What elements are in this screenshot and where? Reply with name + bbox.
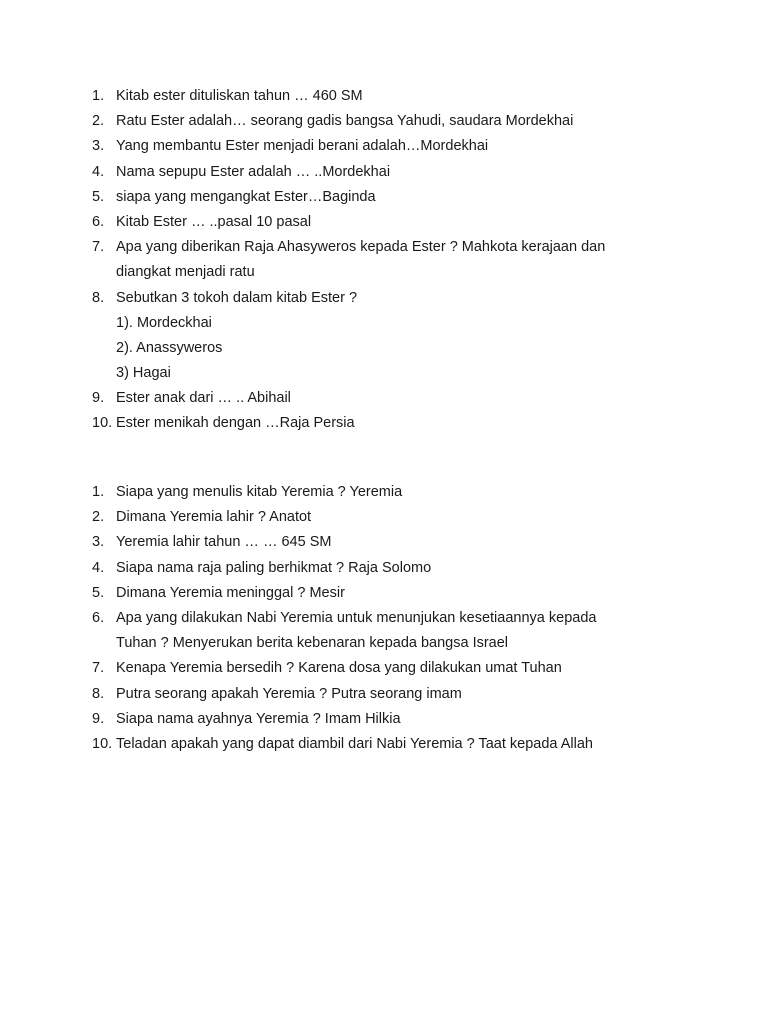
sub-list-item xyxy=(0,336,768,361)
item-text: 2). Anassyweros xyxy=(116,339,223,356)
item-text: Siapa nama ayahnya Yeremia ? Imam Hilkia xyxy=(116,710,401,727)
item-number: 3. xyxy=(92,534,105,551)
list-item-continuation xyxy=(0,260,768,285)
item-text: Sebutkan 3 tokoh dalam kitab Ester ? xyxy=(116,289,358,306)
list-item xyxy=(0,606,768,631)
list-item xyxy=(0,480,768,505)
list-item xyxy=(0,530,768,555)
list-item xyxy=(0,109,768,134)
item-text: Siapa nama raja paling berhikmat ? Raja Solomo xyxy=(116,559,432,576)
list-item xyxy=(0,707,768,732)
item-text: Yeremia lahir tahun … … 645 SM xyxy=(116,534,332,551)
item-number: 2. xyxy=(92,113,105,130)
list-item xyxy=(0,682,768,707)
item-number: 2. xyxy=(92,509,105,526)
list-item xyxy=(0,581,768,606)
list-item xyxy=(0,505,768,530)
item-text: Kitab ester dituliskan tahun … 460 SM xyxy=(116,88,363,104)
item-number: 4. xyxy=(92,559,105,576)
item-number: 6. xyxy=(92,609,105,626)
item-text: 1). Mordeckhai xyxy=(116,314,212,331)
yeremia-question-list xyxy=(0,480,768,757)
list-item xyxy=(0,134,768,159)
item-number: 10. xyxy=(92,735,113,752)
item-number: 6. xyxy=(92,213,105,230)
item-text: Tuhan ? Menyerukan berita kebenaran kepada bangsa Israel xyxy=(116,635,509,652)
list-item-continuation xyxy=(0,631,768,656)
item-text: Yang membantu Ester menjadi berani adalah…Mordekhai xyxy=(116,138,489,155)
item-text: Nama sepupu Ester adalah … ..Mordekhai xyxy=(116,163,391,180)
item-number: 7. xyxy=(92,660,105,677)
item-text: Putra seorang apakah Yeremia ? Putra seorang imam xyxy=(116,685,462,702)
list-item xyxy=(0,286,768,311)
item-text: Ester anak dari … .. Abihail xyxy=(116,390,291,407)
item-text: Teladan apakah yang dapat diambil dari Nabi Yeremia ? Taat kepada Allah xyxy=(116,735,593,752)
item-text: Apa yang diberikan Raja Ahasyweros kepada Ester ? Mahkota kerajaan dan xyxy=(116,239,606,256)
ester-question-list xyxy=(0,84,768,437)
item-text: Dimana Yeremia meninggal ? Mesir xyxy=(116,584,345,601)
item-text: 3) Hagai xyxy=(116,365,171,382)
list-item xyxy=(0,732,768,757)
item-number: 5. xyxy=(92,584,105,601)
item-number: 3. xyxy=(92,138,105,155)
sub-list-item xyxy=(0,311,768,336)
list-item xyxy=(0,160,768,185)
item-number: 9. xyxy=(92,710,105,727)
list-item xyxy=(0,656,768,681)
item-text: Apa yang dilakukan Nabi Yeremia untuk menunjukan kesetiaannya kepada xyxy=(116,609,597,626)
list-item xyxy=(0,235,768,260)
item-number: 1. xyxy=(92,88,105,104)
list-item xyxy=(0,84,768,109)
item-text: diangkat menjadi ratu xyxy=(116,264,255,281)
item-text: Ratu Ester adalah… seorang gadis bangsa Yahudi, saudara Mordekhai xyxy=(116,113,574,130)
list-item xyxy=(0,386,768,411)
item-number: 5. xyxy=(92,188,105,205)
item-text: Kitab Ester … ..pasal 10 pasal xyxy=(116,213,312,230)
list-item xyxy=(0,185,768,210)
item-number: 8. xyxy=(92,685,105,702)
item-text: Siapa yang menulis kitab Yeremia ? Yeremia xyxy=(116,484,403,500)
item-number: 4. xyxy=(92,163,105,180)
item-number: 9. xyxy=(92,390,105,407)
item-text: Kenapa Yeremia bersedih ? Karena dosa yang dilakukan umat Tuhan xyxy=(116,660,562,677)
list-item xyxy=(0,556,768,581)
item-number: 1. xyxy=(92,484,105,500)
item-text: siapa yang mengangkat Ester…Baginda xyxy=(116,188,376,205)
item-number: 7. xyxy=(92,239,105,256)
item-text: Dimana Yeremia lahir ? Anatot xyxy=(116,509,312,526)
item-number: 10. xyxy=(92,415,113,432)
list-item xyxy=(0,411,768,436)
list-item xyxy=(0,210,768,235)
sub-list-item xyxy=(0,361,768,386)
item-text: Ester menikah dengan …Raja Persia xyxy=(116,415,355,432)
item-number: 8. xyxy=(92,289,105,306)
